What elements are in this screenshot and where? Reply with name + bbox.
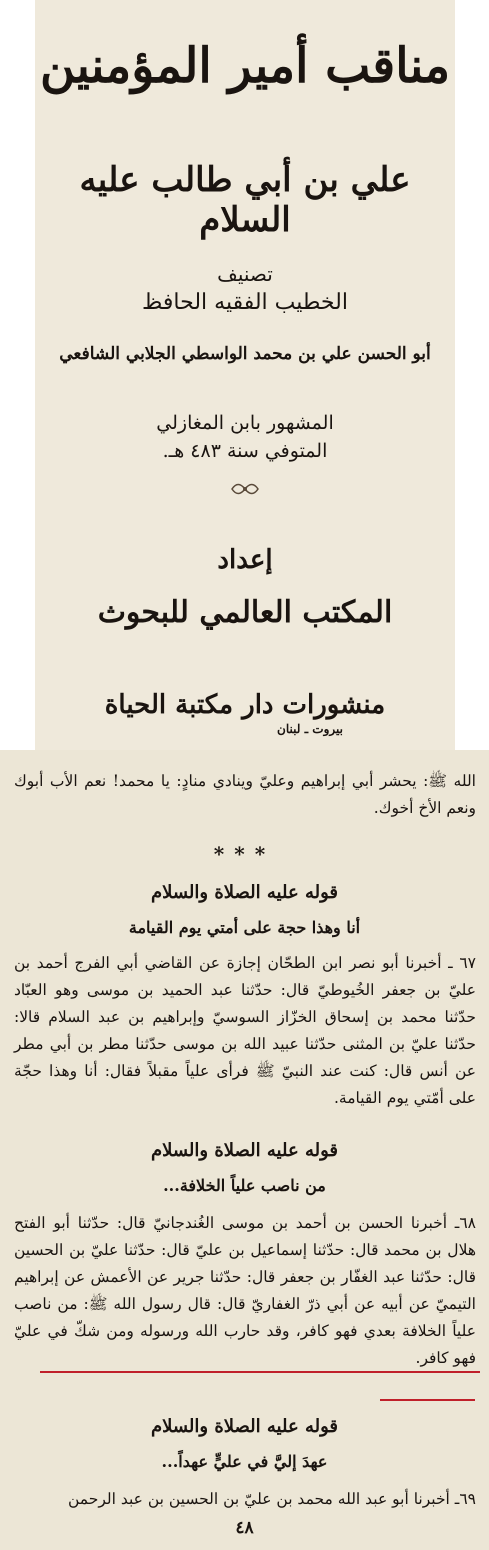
prepared-by-label: إعداد <box>217 545 273 575</box>
book-title: مناقب أمير المؤمنين <box>39 38 451 94</box>
section-heading-67: قوله عليه الصلاة والسلام <box>150 882 338 903</box>
publisher-name: منشورات دار مكتبة الحياة <box>104 690 386 720</box>
author-title: الخطيب الفقيه الحافظ <box>142 290 348 315</box>
authored-by-label: تصنيف <box>217 262 273 286</box>
book-subtitle: علي بن أبي طالب عليه السلام <box>79 160 411 240</box>
intro-paragraph: الله ﷺ: يحشر أبي إبراهيم وعليّ وينادي منادٍ: يا محمد! نعم الأب أبوك ونعم الأخ أخوك. <box>14 772 476 817</box>
author-name: أبو الحسن علي بن محمد الواسطي الجلابي الشافعي <box>59 344 431 364</box>
hadith-paragraph-67: ٦٧ ـ أخبرنا أبو نصر ابن الطحّان إجازة عن القاضي أبي الفرج أحمد بن عليّ بن جعفر الخُيوطيّ قال: حدّثنا عبد الحميد بن موسى وهو العبّاد حدّثنا محمد بن إسحاق الخزّاز السوسيّ وإبراهيم بن عبد السلام قالا: حدّثنا عليّ بن المثنى حدّثنا عبيد الله بن موسى حدّثنا مطر بن أبي مطر عن أنس قال: كنت عند النبيّ ﷺ فرأى علياً مقبلاً فقال: أنا وهذا حجّة على أمّتي يوم القيامة. <box>14 954 476 1107</box>
publisher-city: بيروت ـ لبنان <box>277 722 343 736</box>
section-heading-69: قوله عليه الصلاة والسلام <box>150 1416 338 1437</box>
red-underline <box>380 1399 475 1401</box>
title-page-scan <box>35 0 455 750</box>
red-underline <box>40 1371 480 1373</box>
hadith-paragraph-69: ٦٩ـ أخبرنا أبو عبد الله محمد بن عليّ بن الحسين بن عبد الرحمن <box>67 1490 476 1508</box>
section-subheading-67: أنا وهذا حجة على أمتي يوم القيامة <box>128 918 361 937</box>
page-number: ٤٨ <box>235 1518 254 1538</box>
section-subheading-69: عهدَ إليَّ في عليٍّ عهداً... <box>161 1452 328 1471</box>
author-death-date: المتوفي سنة ٤٨٣ هـ. <box>162 440 328 462</box>
prepared-office: المكتب العالمي للبحوث <box>97 595 393 630</box>
section-heading-68: قوله عليه الصلاة والسلام <box>150 1140 338 1161</box>
section-subheading-68: من ناصب علياً الخلافة... <box>163 1176 326 1195</box>
section-separator: *** <box>213 842 276 866</box>
hadith-paragraph-68: ٦٨ـ أخبرنا الحسن بن أحمد بن موسى الغُندجانيّ قال: حدّثنا أبو الفتح هلال بن محمد قال: حدّثنا إسماعيل بن عليّ قال: حدّثنا عليّ بن الحسين قال: حدّثنا عبد الغفّار بن جعفر قال: حدّثنا جرير عن الأعمش عن إبراهيم التيميّ عن أبيه عن أبي ذرّ الغفاريّ قال: قال رسول الله ﷺ: من ناصب علياً الخلافة بعدي فهو كافر، وقد حارب الله ورسوله ومن شكّ في عليّ فهو كافر. <box>14 1214 476 1367</box>
author-known-as: المشهور بابن المغازلي <box>156 412 334 434</box>
ornament-icon <box>230 478 260 500</box>
